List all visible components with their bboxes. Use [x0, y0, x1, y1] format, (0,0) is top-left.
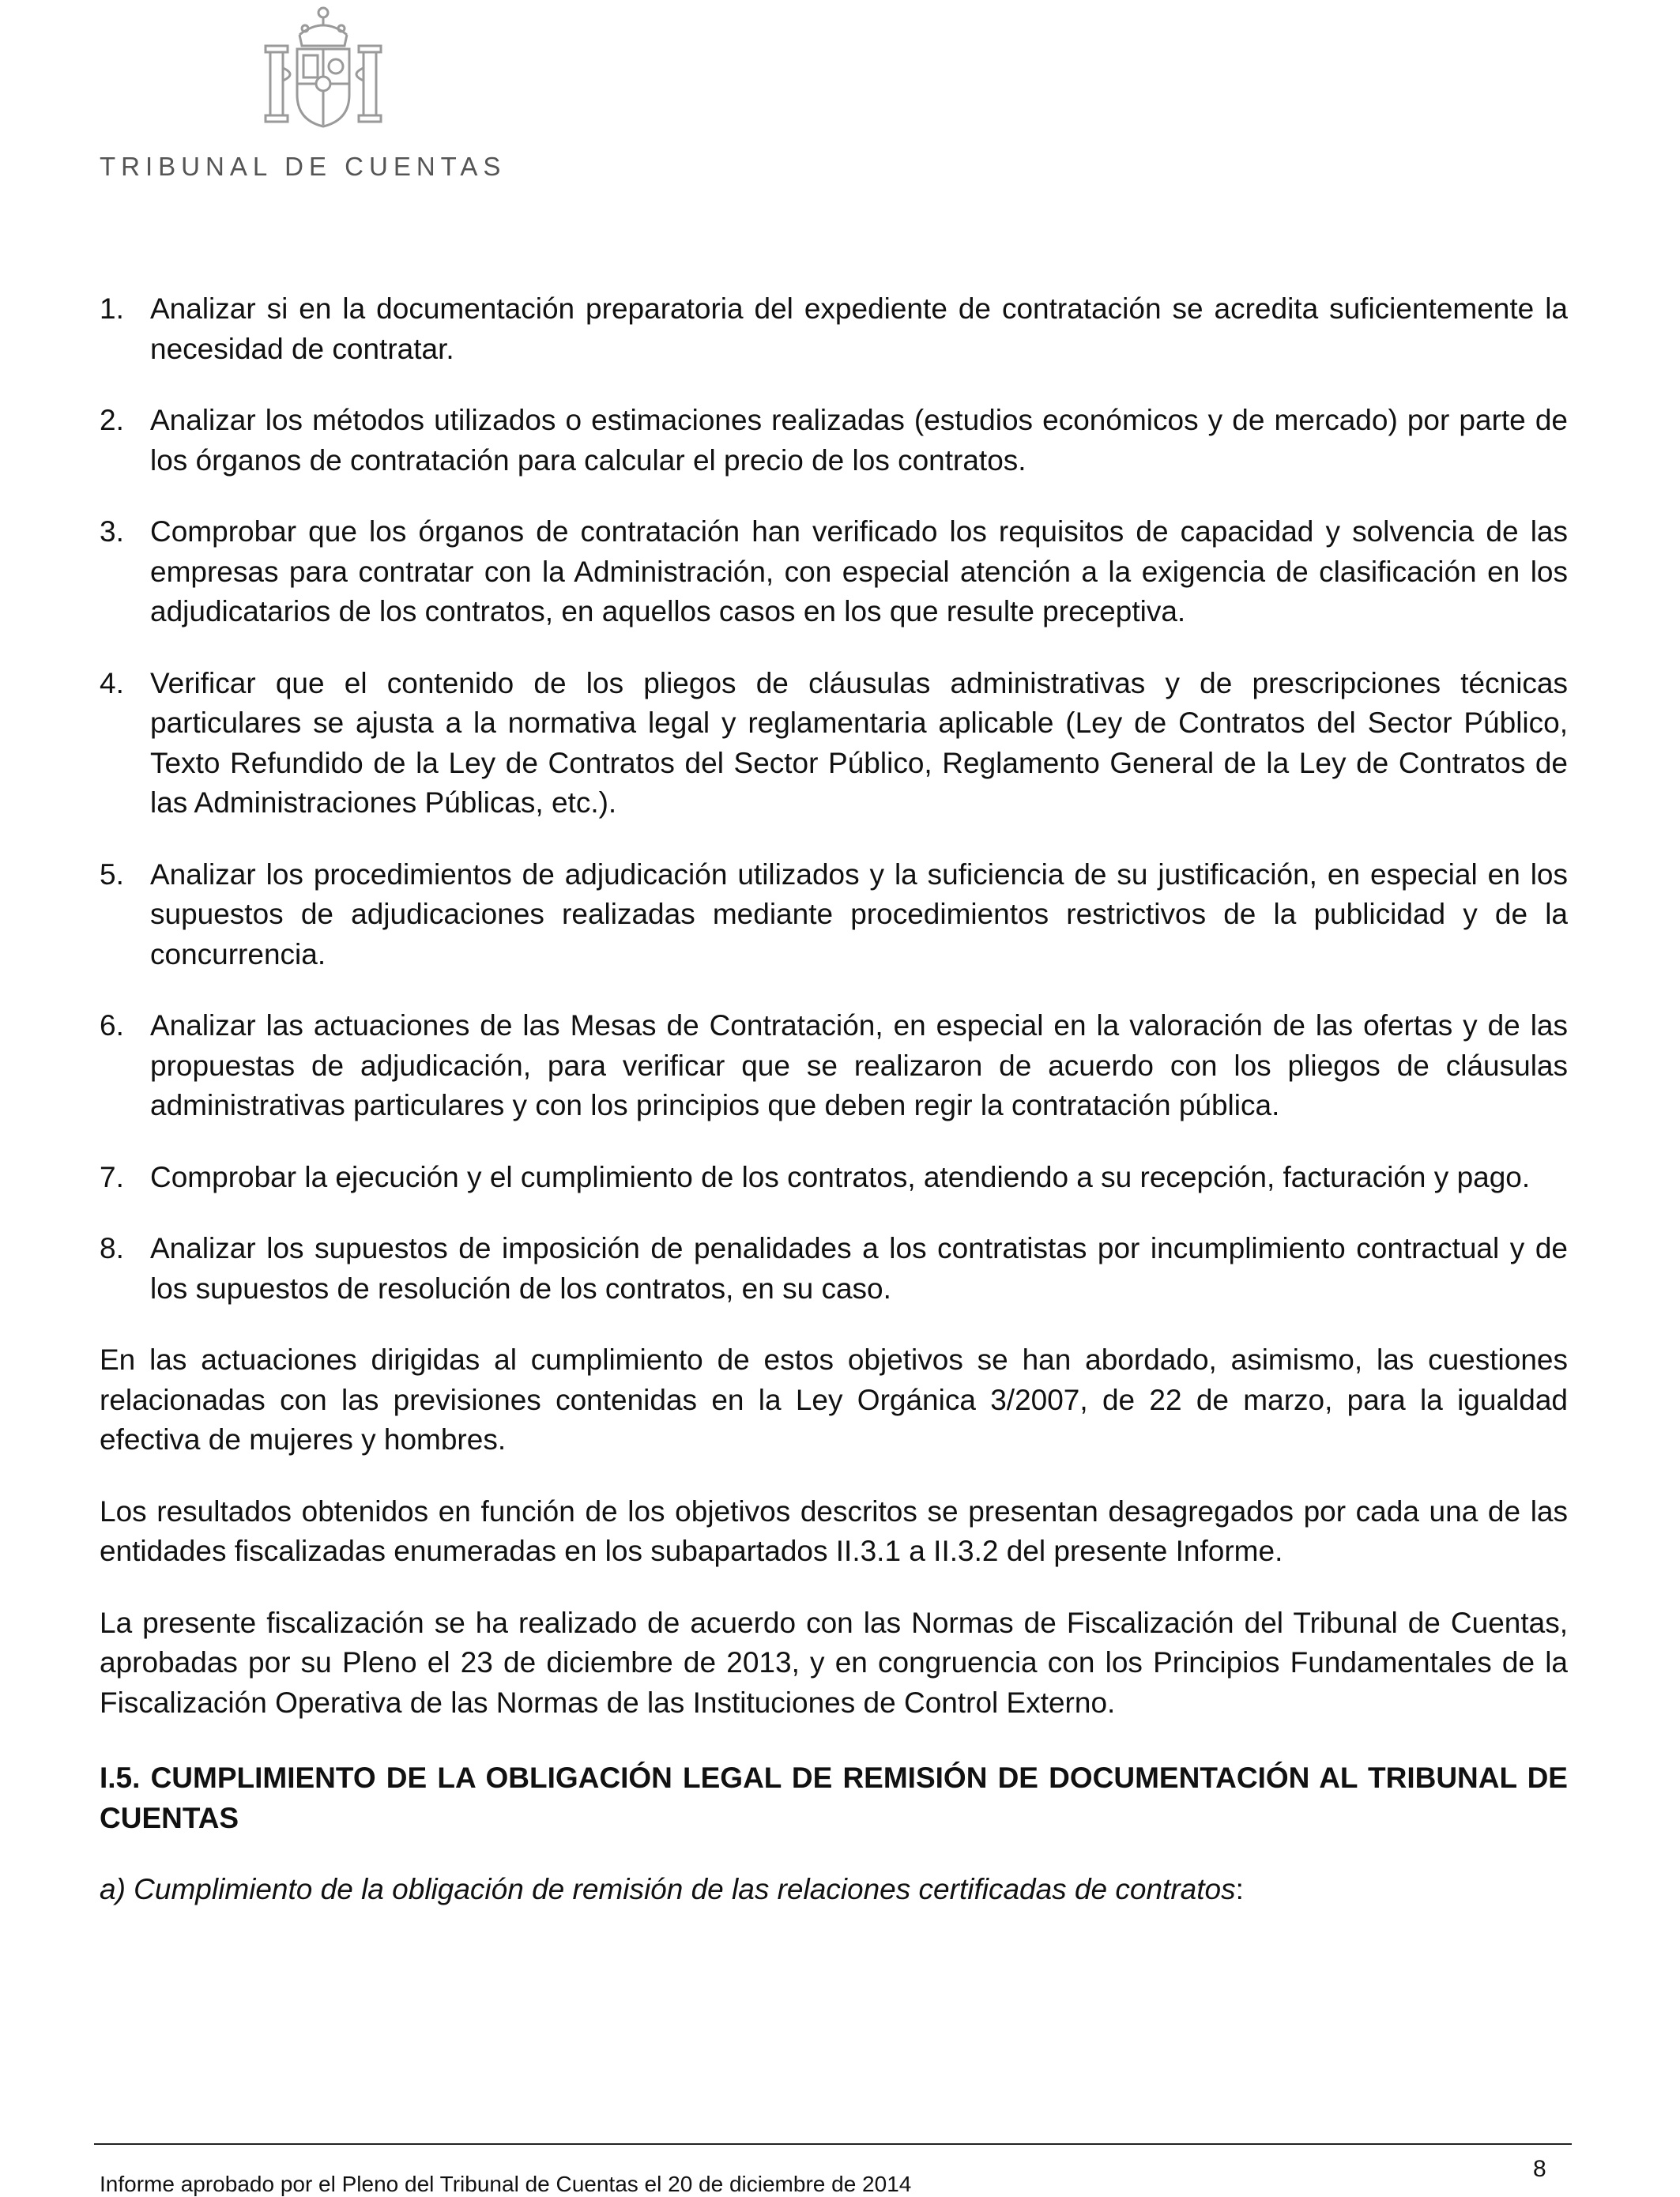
list-item-text: Verificar que el contenido de los pliegos de cláusulas administrativas y de prescripciones técnicas particulares se ajusta a la normativa legal y reglamentaria aplicable (Ley de Contratos del Sector Público, Texto Refundido de la Ley de Contratos del Sector Público, Reglamento General de la Ley de Contratos de las Administraciones Públicas, etc.).	[150, 666, 1568, 819]
list-item	[100, 401, 1568, 480]
list-item-number: 4.	[100, 666, 124, 699]
paragraph-results: Los resultados obtenidos en función de los objetivos descritos se presentan desagregados por cada una de las entidades fiscalizadas enumeradas en los subapartados II.3.1 a II.3.2 del presente Informe.	[100, 1494, 1568, 1567]
list-item	[100, 855, 1568, 975]
list-item-text: Analizar los supuestos de imposición de penalidades a los contratistas por incumplimiento contractual y de los supuestos de resolución de los contratos, en su caso.	[150, 1232, 1568, 1305]
list-item-number: 7.	[100, 1160, 124, 1193]
list-item-number: 5.	[100, 857, 124, 891]
footer-text: Informe aprobado por el Pleno del Tribunal de Cuentas el 20 de diciembre de 2014	[100, 2172, 912, 2196]
subheading-colon: :	[1235, 1873, 1244, 1905]
footer-divider	[94, 2143, 1572, 2145]
org-name: TRIBUNAL DE CUENTAS	[100, 152, 507, 181]
list-item-text: Analizar los procedimientos de adjudicación utilizados y la suficiencia de su justificación, en especial en los supuestos de adjudicaciones realizadas mediante procedimientos restrictivos de la publicidad y de la concurrencia.	[150, 857, 1568, 970]
list-item-number: 2.	[100, 404, 124, 436]
list-item	[100, 664, 1568, 823]
section-heading: I.5. CUMPLIMIENTO DE LA OBLIGACIÓN LEGAL DE REMISIÓN DE DOCUMENTACIÓN AL TRIBUNAL DE CUENTAS	[100, 1762, 1568, 1834]
paragraph-standards: La presente fiscalización se ha realizado de acuerdo con las Normas de Fiscalización del Tribunal de Cuentas, aprobadas por su Pleno el 23 de diciembre de 2013, y en congruencia con los Principios Fundamentales de la Fiscalización Operativa de las Normas de las Instituciones de Control Externo.	[100, 1606, 1568, 1719]
list-item-number: 3.	[100, 515, 124, 548]
page-header	[100, 0, 542, 190]
list-item-number: 6.	[100, 1009, 124, 1042]
list-item	[100, 1158, 1568, 1198]
objectives-list	[100, 289, 1568, 1309]
list-item	[100, 289, 1568, 369]
list-item-text: Comprobar la ejecución y el cumplimiento de los contratos, atendiendo a su recepción, facturación y pago.	[150, 1160, 1531, 1193]
list-item-text: Analizar los métodos utilizados o estimaciones realizadas (estudios económicos y de mercado) por parte de los órganos de contratación para calcular el precio de los contratos.	[150, 404, 1568, 477]
paragraph-equality: En las actuaciones dirigidas al cumplimiento de estos objetivos se han abordado, asimismo, las cuestiones relacionadas con las previsiones contenidas en la Ley Orgánica 3/2007, de 22 de marzo, para la igualdad efectiva de mujeres y hombres.	[100, 1343, 1568, 1456]
list-item	[100, 1006, 1568, 1126]
list-item-text: Comprobar que los órganos de contratación han verificado los requisitos de capacidad y solvencia de las empresas para contratar con la Administración, con especial atención a la exigencia de clasificación en los adjudicatarios de los contratos, en aquellos casos en los que resulte preceptiva.	[150, 515, 1568, 627]
list-item-text: Analizar las actuaciones de las Mesas de Contratación, en especial en la valoración de las ofertas y de las propuestas de adjudicación, para verificar que se realizaron de acuerdo con los pliegos de cláusulas administrativas particulares y con los principios que deben regir la contratación pública.	[150, 1009, 1568, 1121]
subheading	[100, 1870, 1568, 1910]
document-body	[100, 289, 1568, 1910]
list-item-text: Analizar si en la documentación preparatoria del expediente de contratación se acredita suficientemente la necesidad de contratar.	[150, 292, 1568, 365]
list-item-number: 8.	[100, 1232, 124, 1264]
list-item	[100, 1229, 1568, 1309]
list-item	[100, 512, 1568, 632]
spanish-royal-coat-of-arms-icon	[256, 2, 390, 133]
subheading-text: a) Cumplimiento de la obligación de remisión de las relaciones certificadas de contratos	[100, 1873, 1236, 1905]
page-number: 8	[1533, 2156, 1546, 2182]
list-item-number: 1.	[100, 292, 124, 325]
